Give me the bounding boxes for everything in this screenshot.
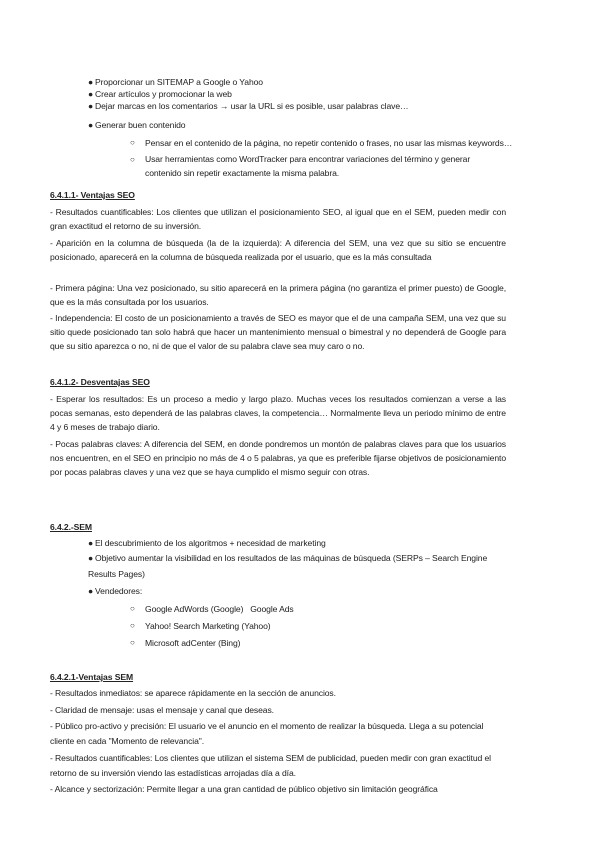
paragraph: - Resultados inmediatos: se aparece rápidamente en la sección de anuncios. — [50, 688, 336, 698]
paragraph: - Alcance y sectorización: Permite llegar a una gran cantidad de público objetivo sin limitación geográfica — [50, 784, 438, 794]
section-heading: 6.4.1.1- Ventajas SEO — [50, 190, 135, 200]
circle-bullet-icon: ○ — [130, 604, 135, 613]
section-heading: 6.4.2.-SEM — [50, 522, 92, 532]
circle-bullet-icon: ○ — [130, 155, 135, 164]
bullet-icon: ● — [88, 101, 94, 111]
paragraph: - Claridad de mensaje: usas el mensaje y canal que deseas. — [50, 705, 274, 715]
sub-list-item: Usar herramientas como WordTracker para encontrar variaciones del término y generar contenido sin repetir exactamente la misma palabra. — [145, 154, 471, 178]
bullet-icon: ● — [88, 77, 94, 87]
paragraph: - Público pro-activo y precisión: El usuario ve el anuncio en el momento de realizar la búsqueda. Llega a su potencial cliente en cada "Momento de relevancia". — [50, 721, 484, 746]
vendor-item: Google AdWords (Google) Google Ads — [145, 604, 294, 614]
list-item: ● El descubrimiento de los algoritmos + necesidad de marketing — [88, 538, 326, 548]
circle-bullet-icon: ○ — [130, 638, 135, 647]
bullet-icon: ● — [88, 553, 94, 563]
list-item: ● Proporcionar un SITEMAP a Google o Yahoo — [88, 77, 263, 87]
list-item: ● Objetivo aumentar la visibilidad en los resultados de las máquinas de búsqueda (SERPs – Search Engine Results Pages) — [88, 550, 508, 582]
paragraph: - Aparición en la columna de búsqueda (la de la izquierda): A diferencia del SEM, una vez que su sitio se encuentre posicionado, aparecerá en la columna de búsqueda realizada por el usuario, que es la más consultada — [50, 238, 506, 263]
bullet-icon: ● — [88, 120, 94, 130]
paragraph: - Resultados cuantificables: Los clientes que utilizan el posicionamiento SEO, al igual que en el SEM, pueden medir con gran exactitud el retorno de su inversión. — [50, 207, 506, 232]
paragraph: - Independencia: El costo de un posicionamiento a través de SEO es mayor que el de una campaña SEM, una vez que su sitio quede posicionado tan solo habrá que hacer un mantenimiento mensual o bimestral y no dependerá de Google para que su sitio aparezca o no, ni de que el valor de su palabra clave sea muy caro o no. — [50, 313, 506, 352]
bullet-icon: ● — [88, 89, 94, 99]
bullet-icon: ● — [88, 538, 94, 548]
list-item: ● Crear artículos y promocionar la web — [88, 89, 232, 99]
list-item: ● Dejar marcas en los comentarios → usar la URL si es posible, usar palabras clave… — [88, 101, 409, 111]
sub-list-item: Pensar en el contenido de la página, no repetir contenido o frases, no usar las mismas keywords… — [145, 138, 513, 148]
vendor-item: Microsoft adCenter (Bing) — [145, 638, 241, 648]
list-item: ● Vendedores: — [88, 586, 143, 596]
section-heading: 6.4.2.1-Ventajas SEM — [50, 672, 134, 682]
section-heading: 6.4.1.2- Desventajas SEO — [50, 377, 150, 387]
bullet-icon: ● — [88, 586, 94, 596]
paragraph: - Esperar los resultados: Es un proceso a medio y largo plazo. Muchas veces los resultados comienzan a verse a las pocas semanas, esto dependerá de las palabras claves, la competencia… Normalmente lleva un periodo mínimo de entre 4 y 6 meses de trabajo diario. — [50, 394, 506, 433]
circle-bullet-icon: ○ — [130, 621, 135, 630]
vendor-item: Yahoo! Search Marketing (Yahoo) — [145, 621, 271, 631]
circle-bullet-icon: ○ — [130, 138, 135, 147]
paragraph: - Primera página: Una vez posicionado, su sitio aparecerá en la primera página (no garantiza el primer puesto) de Google, que es la más consultada por los usuarios. — [50, 283, 506, 308]
list-item: ● Generar buen contenido — [88, 120, 186, 130]
paragraph: - Resultados cuantificables: Los clientes que utilizan el sistema SEM de publicidad, pueden medir con gran exactitud el retorno de su inversión viendo las estadísticas arrojadas día a día. — [50, 753, 491, 778]
paragraph: - Pocas palabras claves: A diferencia del SEM, en donde pondremos un montón de palabras claves para que los usuarios nos encuentren, en el SEO en principio no más de 4 o 5 palabras, ya que es preferible fijarse objetivos de posicionamiento por pocas palabras claves y una vez que se haya cumplido el mismo seguir con otras. — [50, 439, 506, 478]
